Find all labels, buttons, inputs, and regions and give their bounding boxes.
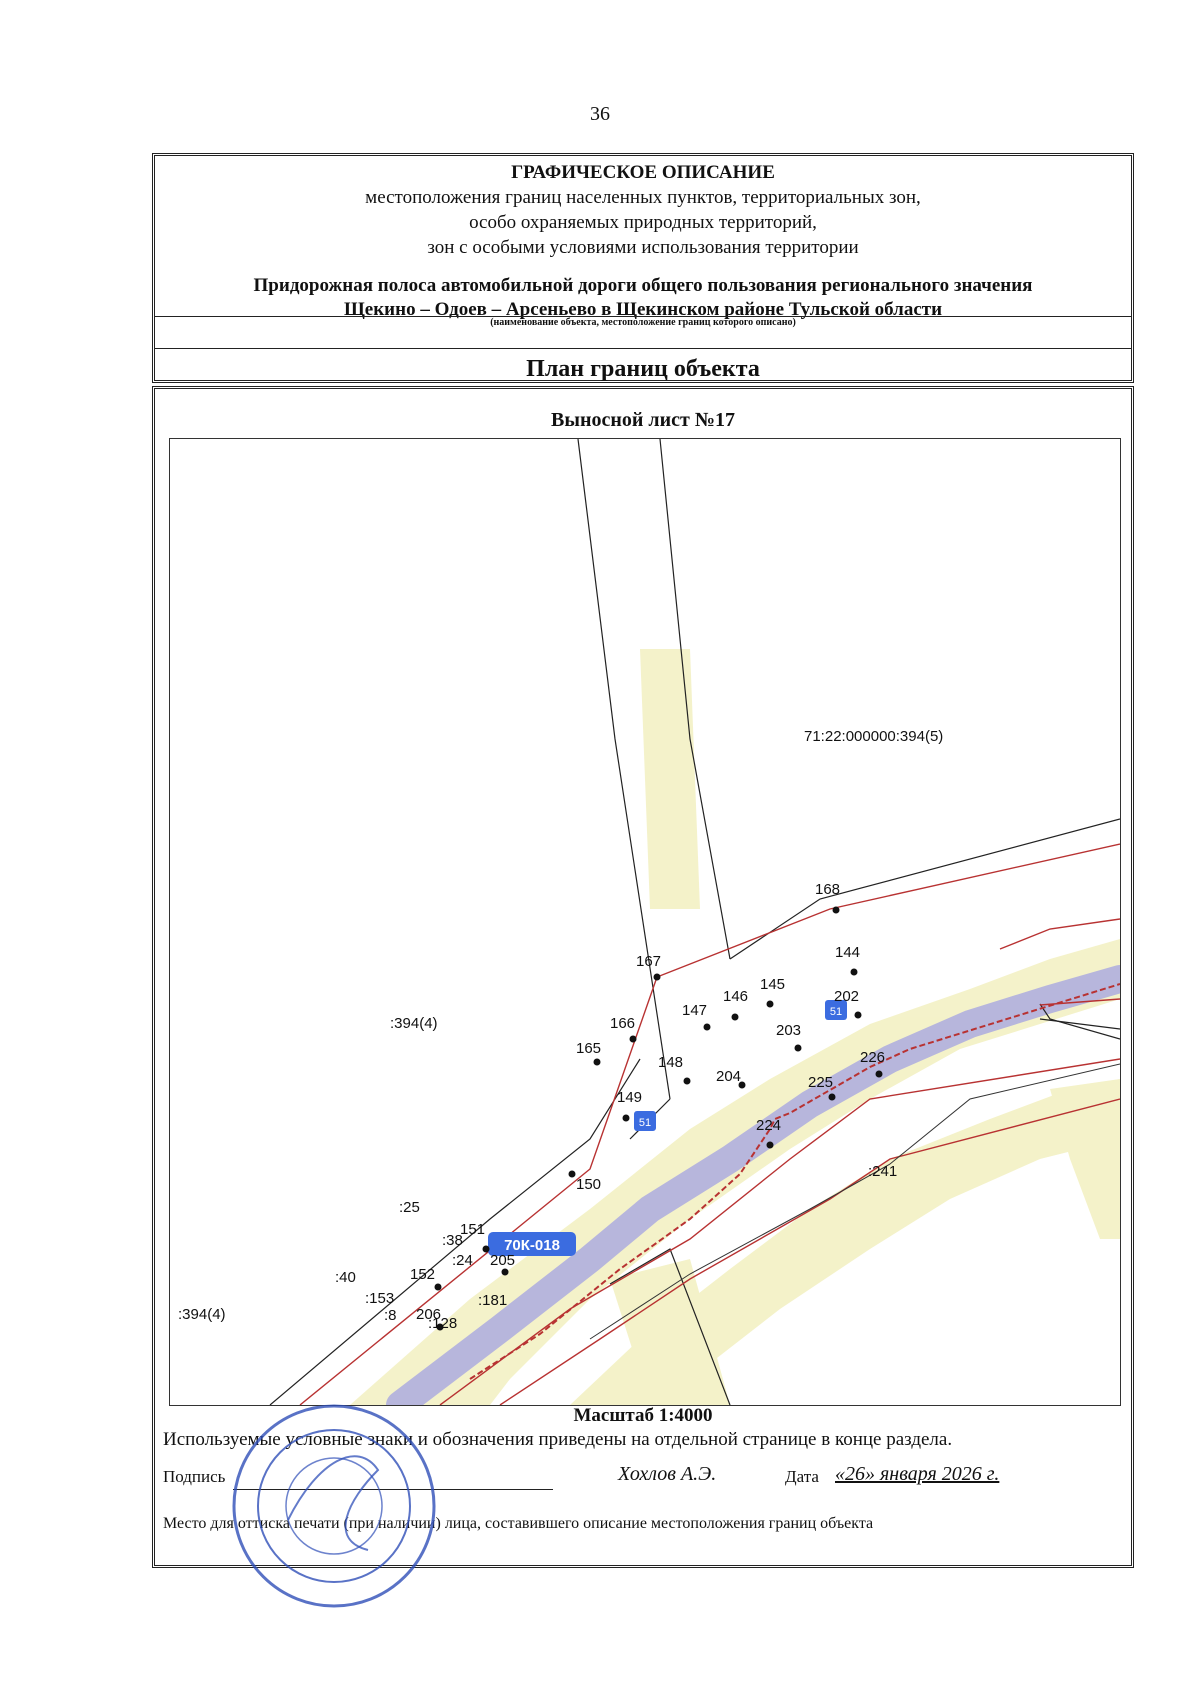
signature-label: Подпись [163,1467,226,1486]
parcel-label: :40 [335,1269,356,1286]
point-label: 145 [760,976,786,993]
subtitle-line-1: местоположения границ населенных пунктов, территориальных зон, [365,187,921,208]
subtitle-line-2: особо охраняемых природных территорий, [469,212,817,233]
divider [155,348,1131,349]
point-label: 165 [576,1040,602,1057]
point-label: 205 [490,1252,516,1269]
plan-frame [152,386,1134,1568]
map-scale: Масштаб 1:4000 [573,1405,713,1426]
parcel-label: :394(4) [178,1306,226,1323]
point-label: 144 [835,944,861,961]
point-label: 226 [860,1049,886,1066]
parcel-label: :8 [384,1307,397,1324]
point-label: 149 [617,1089,643,1106]
map-area[interactable] [169,438,1121,1406]
subtitle-line-3: зон с особыми условиями использования территории [427,237,859,258]
point-label: 146 [723,988,749,1005]
point-label: 151 [460,1221,486,1238]
point-label: 166 [610,1015,636,1032]
svg-text:51: 51 [638,1117,652,1129]
parcel-label: :24 [452,1252,473,1269]
point-label: 167 [636,953,662,970]
parcel-label: :153 [365,1290,395,1307]
svg-text:51: 51 [829,1006,843,1018]
parcel-label: 71:22:000000:394(5) [804,728,944,745]
point-label: 147 [682,1002,708,1019]
header-frame [152,153,1134,383]
signature-line [233,1489,553,1490]
parcel-label: :181 [478,1292,508,1309]
point-label: 150 [576,1176,602,1193]
signature-row [163,1463,1123,1493]
plan-title: План границ объекта [526,356,760,382]
object-caption: (наименование объекта, местоположение границ которого описано) [490,317,796,328]
boundary-plan-map [170,439,1120,1405]
point-label: 148 [658,1054,684,1071]
parcel-label: :394(4) [390,1015,438,1032]
sheet-title: Выносной лист №17 [551,409,735,431]
point-label: 225 [808,1074,834,1091]
point-label: 202 [834,988,860,1005]
parcel-label: :25 [399,1199,420,1216]
parcel-label: :38 [442,1232,463,1249]
legend-note: Используемые условные знаки и обозначения приведены на отдельной странице в конце раздела. [163,1429,953,1450]
road-sign-icon [634,1111,656,1131]
point-label: 168 [815,881,841,898]
signer-name: Хохлов А.Э. [618,1463,717,1485]
parcel-boundaries [270,439,1120,1405]
object-name-line-1: Придорожная полоса автомобильной дороги общего пользования регионального значения [253,275,1033,296]
title-block [155,160,1131,322]
object-name-line-2: Щекино – Одоев – Арсеньево в Щекинском районе Тульской области [343,299,943,320]
point-label: 152 [410,1266,436,1283]
point-label: 206 [416,1306,442,1323]
stamp-place-note: Место для оттиска печати (при наличии) лица, составившего описание местоположения границ объекта [163,1515,874,1532]
page-number: 36 [590,103,610,125]
date-value: «26» января 2026 г. [835,1463,1000,1485]
svg-text:70К-018: 70К-018 [504,1237,560,1254]
point-label: 204 [716,1068,742,1085]
document-title: ГРАФИЧЕСКОЕ ОПИСАНИЕ [511,162,775,183]
parcel-label: :241 [868,1163,898,1180]
parcel-label: :128 [428,1315,458,1332]
date-label: Дата [785,1467,819,1486]
point-label: 203 [776,1022,802,1039]
point-label: 224 [756,1117,782,1134]
